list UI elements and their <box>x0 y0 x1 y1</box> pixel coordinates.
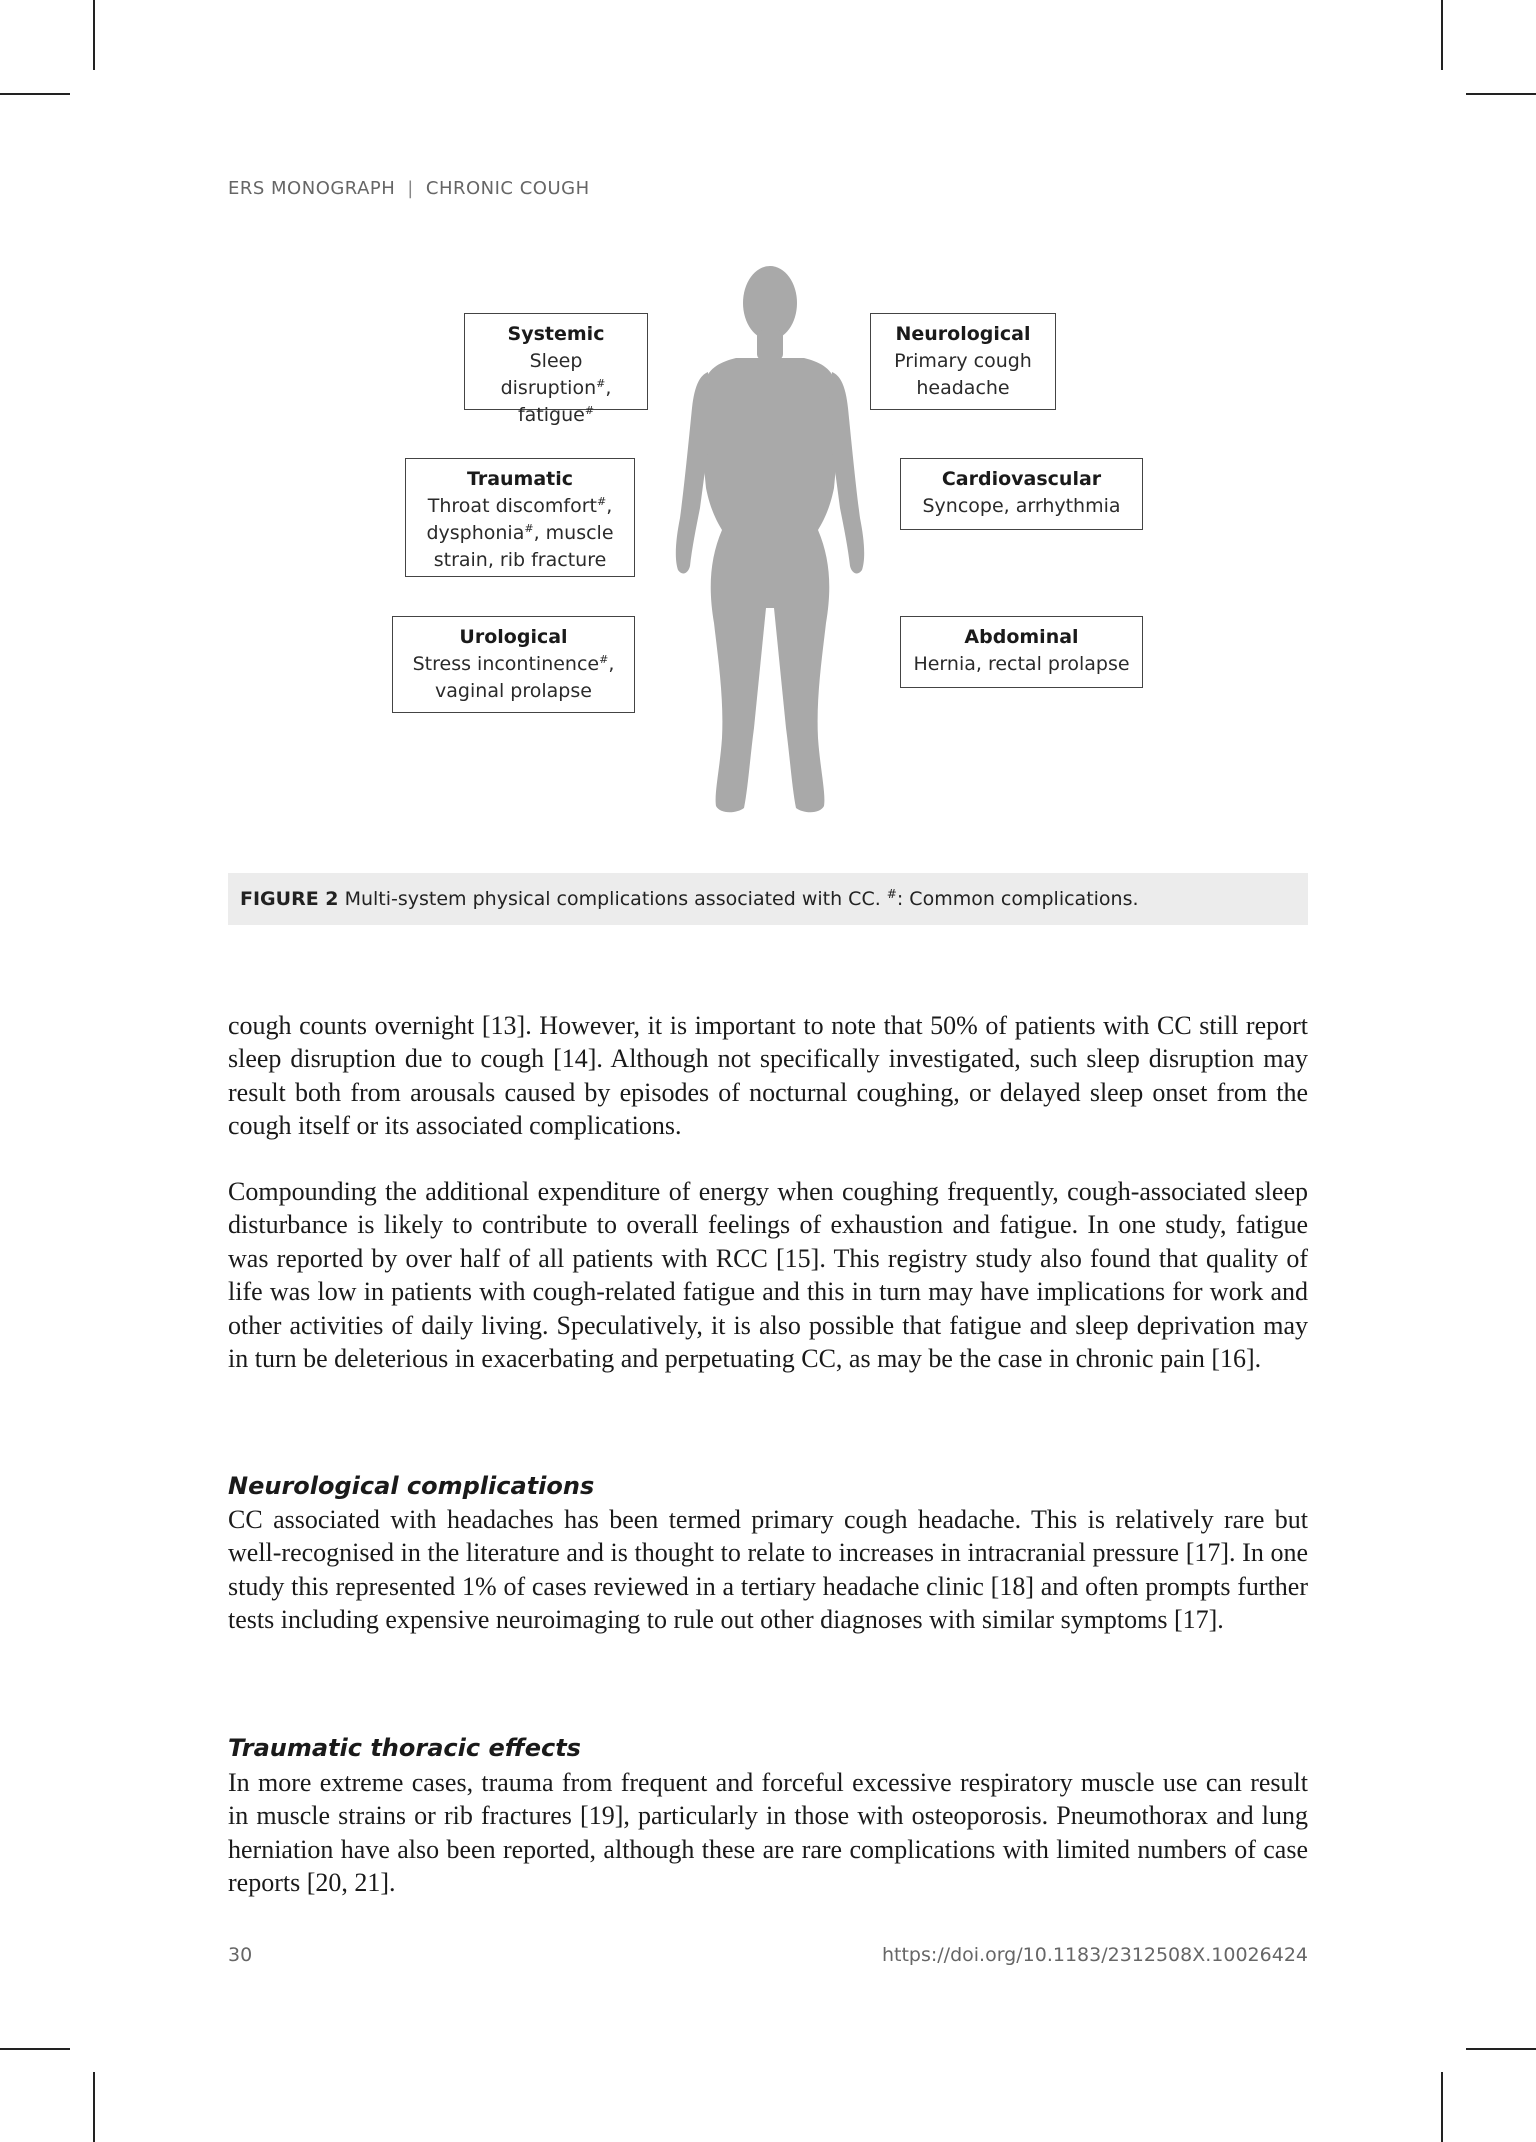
running-head-separator: | <box>407 178 414 199</box>
neurological-line1: Primary cough <box>894 350 1032 372</box>
heading-traumatic-thoracic-effects: Traumatic thoracic effects <box>228 1734 581 1762</box>
paragraph-3: CC associated with headaches has been termed primary cough headache. This is relatively rare but well-recognised in the literature and is thought to relate to increases in intracranial pressure [17]. In one study this represented 1% of cases reviewed in a tertiary headache clinic [18] and often prompts further tests including expensive neuroimaging to rule out other diagnoses with similar symptoms [17]. <box>228 1505 1308 1635</box>
systemic-line2: fatigue# <box>517 404 595 426</box>
neurological-title: Neurological <box>895 323 1031 345</box>
running-head-left: ERS MONOGRAPH <box>228 178 396 199</box>
abdominal-box <box>900 616 1143 688</box>
neurological-box <box>870 313 1056 410</box>
traumatic-line2: dysphonia#, muscle <box>426 522 614 544</box>
systemic-title: Systemic <box>507 323 605 345</box>
traumatic-title: Traumatic <box>466 468 574 490</box>
figure-2 <box>0 0 1536 940</box>
crop-mark <box>93 2072 95 2142</box>
traumatic-line3: strain, rib fracture <box>433 549 607 571</box>
systemic-line1: Sleep disruption#, <box>500 350 612 399</box>
doi-link[interactable]: https://doi.org/10.1183/2312508X.10026424 <box>881 1944 1308 1966</box>
abdominal-line1: Hernia, rectal prolapse <box>913 653 1130 675</box>
urological-line2: vaginal prolapse <box>435 680 592 702</box>
crop-mark <box>1441 2072 1443 2142</box>
crop-mark <box>1466 2048 1536 2050</box>
abdominal-title: Abdominal <box>964 626 1079 648</box>
urological-box <box>392 616 635 713</box>
cardiovascular-line1: Syncope, arrhythmia <box>922 495 1121 517</box>
human-silhouette <box>670 258 870 818</box>
cardiovascular-box <box>900 458 1143 530</box>
running-head-right: CHRONIC COUGH <box>425 178 590 199</box>
paragraph-2: Compounding the additional expenditure of energy when coughing frequently, cough-associated sleep disturbance is likely to contribute to overall feelings of exhaustion and fatigue. In one study, fatigue was reported by over half of all patients with RCC [15]. This registry study also found that quality of life was low in patients with cough-related fatigue and this in turn may have implications for work and other activities of daily living. Speculatively, it is also possible that fatigue and sleep deprivation may in turn be deleterious in exacerbating and perpetuating CC, as may be the case in chronic pain [16]. <box>228 1177 1308 1374</box>
figure-caption: FIGURE 2 Multi-system physical complications associated with CC. #: Common complications. <box>228 873 1308 925</box>
cardiovascular-title: Cardiovascular <box>941 468 1102 490</box>
crop-mark <box>0 2048 70 2050</box>
heading-neurological-complications: Neurological complications <box>228 1472 595 1500</box>
traumatic-box <box>405 458 635 577</box>
neurological-line2: headache <box>916 377 1010 399</box>
traumatic-line1: Throat discomfort#, <box>427 495 613 517</box>
figure-label: FIGURE 2 <box>240 888 339 910</box>
paragraph-1: cough counts overnight [13]. However, it is important to note that 50% of patients with CC still report sleep disruption due to cough [14]. Although not specifically investigated, such sleep disruption may result both from arousals caused by episodes of nocturnal coughing, or delayed sleep onset from the cough itself or its associated complications. <box>228 1011 1308 1141</box>
paragraph-4: In more extreme cases, trauma from frequent and forceful excessive respiratory muscle use can result in muscle strains or rib fractures [19], particularly in those with osteoporosis. Pneumothorax and lung herniation have also been reported, although these are rare complications with limited numbers of case reports [20, 21]. <box>228 1768 1308 1898</box>
systemic-box <box>464 313 648 426</box>
urological-line1: Stress incontinence#, <box>412 653 615 675</box>
page-number: 30 <box>228 1944 253 1966</box>
urological-title: Urological <box>459 626 568 648</box>
